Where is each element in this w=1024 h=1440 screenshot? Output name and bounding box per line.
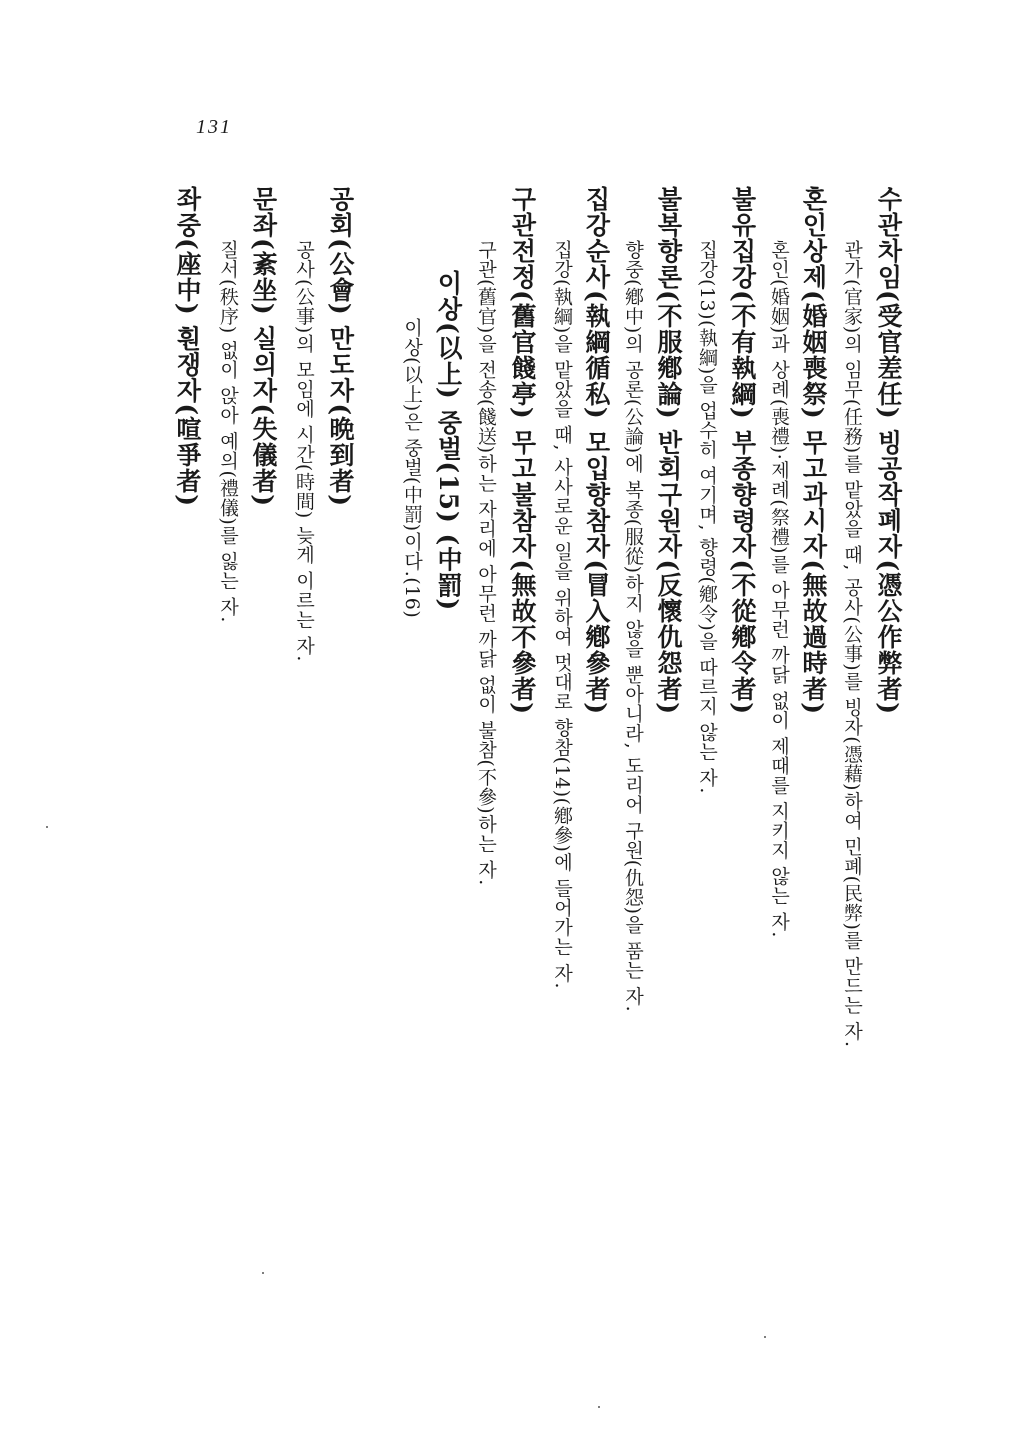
rule-description: 집강(執綱)을 맡았을 때, 사사로운 일을 위하여 멋대로 향참(14)(鄕參)에 들어가는 자. [551, 240, 573, 990]
rule-description: 향중(鄕中)의 공론(公論)에 복종(服從)하지 않을 뿐아니라, 도리어 구원(仇怨)을 품는 자. [622, 240, 644, 1013]
rule-heading: 좌중(座中) 훤쟁자(喧爭者) [173, 186, 202, 508]
rule-heading: 문좌(紊坐) 실의자(失儀者) [249, 186, 278, 508]
rule-description: 혼인(婚姻)과 상례(喪禮)·제례(祭禮)를 아무런 까닭 없이 제때를 지키지 않는 자. [768, 240, 790, 938]
page-number: 131 [196, 116, 232, 138]
rule-heading: 불유집강(不有執綱) 부종향령자(不從鄕令者) [728, 186, 757, 716]
rule-description: 관가(官家)의 임무(任務)를 맡았을 때, 공사(公事)를 빙자(憑藉)하여 민폐(民弊)를 만드는 자. [841, 240, 863, 1048]
scan-speck [598, 1406, 600, 1408]
scan-speck [46, 826, 48, 828]
rule-description: 공사(公事)의 모임에 시간(時間) 늦게 이르는 자. [293, 240, 315, 662]
rule-heading: 혼인상제(婚姻喪祭) 무고과시자(無故過時者) [799, 186, 828, 716]
rule-heading: 집강순사(執綱循私) 모입향참자(冒入鄕參者) [582, 186, 611, 716]
rule-heading: 구관전정(舊官餞亭) 무고불참자(無故不參者) [508, 186, 537, 716]
scan-speck [764, 1336, 766, 1338]
rule-description: 질서(秩序) 없이 앉아 예의(禮儀)를 잃는 자. [217, 240, 239, 623]
rule-description: 집강(13)(執綱)을 업수히 여기며, 향령(鄕令)을 따르지 않는 자. [696, 240, 718, 794]
section-summary-note: 이상(以上)은 중벌(中罰)이다.(16) [401, 318, 423, 619]
section-summary-heading: 이상(以上) 중벌(15) (中罰) [434, 270, 463, 612]
scan-speck [262, 1272, 264, 1274]
rule-heading: 불복향론(不服鄕論) 반회구원자(反懷仇怨者) [654, 186, 683, 716]
rule-heading: 수관차임(受官差任) 빙공작폐자(憑公作弊者) [874, 186, 903, 716]
rule-description: 구관(舊官)을 전송(餞送)하는 자리에 아무런 까닭 없이 불참(不參)하는 자. [475, 240, 497, 886]
rule-heading: 공회(公會) 만도자(晩到者) [326, 186, 355, 508]
